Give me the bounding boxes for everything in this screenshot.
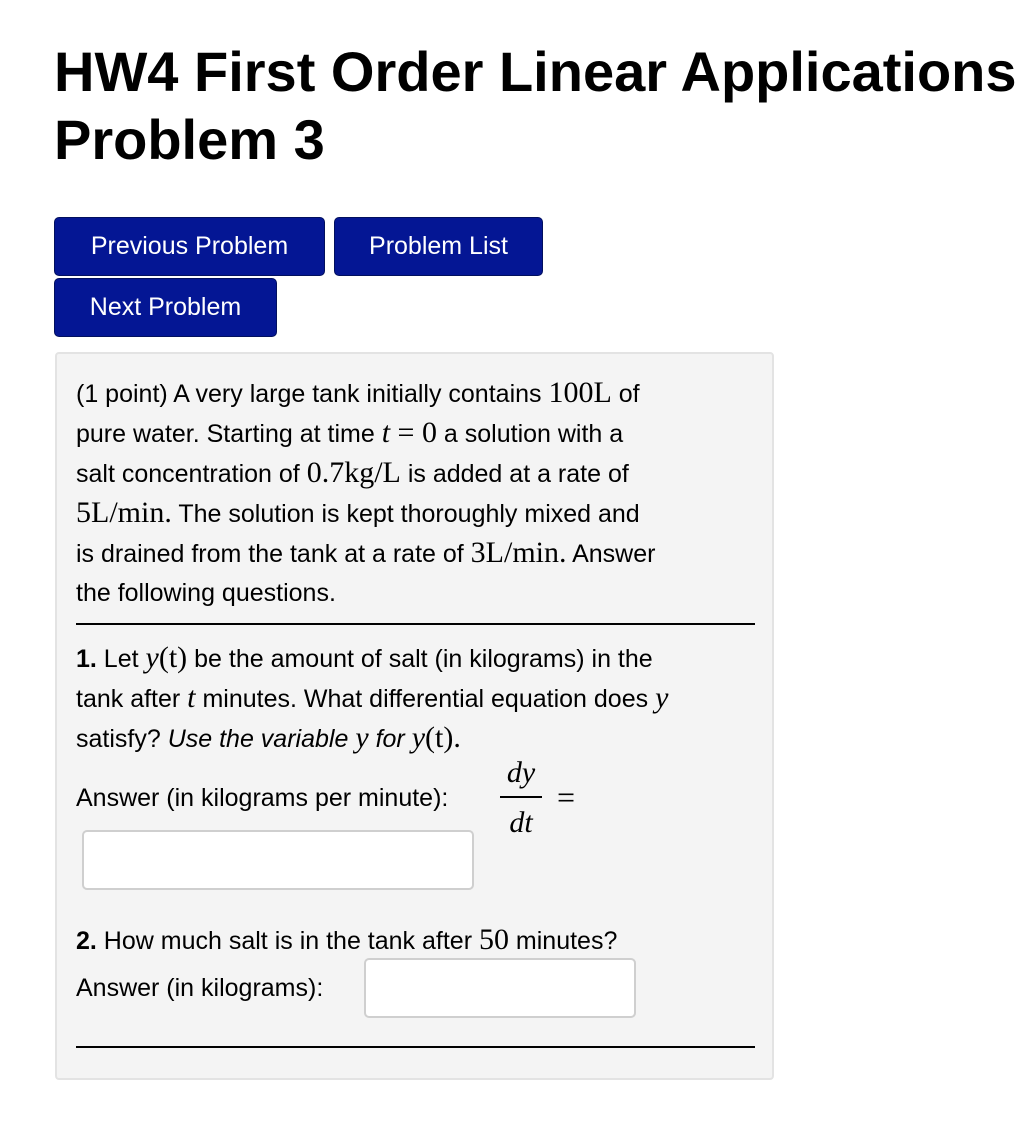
- fraction-bar: [500, 796, 542, 798]
- q1-line-3: satisfy? Use the variable y for y(t).: [76, 721, 461, 754]
- next-problem-button[interactable]: Next Problem: [54, 278, 277, 337]
- intro-line-6: the following questions.: [76, 579, 336, 607]
- q2-line-1: 2. How much salt is in the tank after 50 minutes?: [76, 923, 618, 956]
- previous-problem-button[interactable]: Previous Problem: [54, 217, 325, 276]
- time-var-math: t: [381, 416, 391, 449]
- q1-number: 1.: [76, 645, 97, 673]
- intro-line-4: 5L/min. The solution is kept thoroughly mixed and: [76, 496, 640, 529]
- fraction-denominator: dt: [509, 806, 533, 839]
- q2-answer-label: Answer (in kilograms):: [76, 974, 324, 1002]
- intro-line-2: pure water. Starting at time t = 0 a solution with a: [76, 416, 624, 449]
- volume-math: 100L: [548, 376, 612, 409]
- fraction-numerator: dy: [506, 756, 536, 789]
- page-title-line-1: HW4 First Order Linear Applications: [54, 40, 1017, 103]
- answer-1-input[interactable]: [82, 830, 474, 890]
- page-title-line-2: Problem 3: [54, 108, 325, 171]
- page-title: [54, 38, 1017, 174]
- rate-in-math: 5L/min.: [76, 496, 172, 529]
- bottom-divider: [76, 1046, 755, 1048]
- concentration-math: 0.7kg/L: [306, 456, 401, 489]
- q1-line-1: 1. Let y(t) be the amount of salt (in kilograms) in the: [76, 641, 653, 674]
- problem-panel: [55, 352, 774, 1080]
- equals-sign: =: [557, 779, 576, 815]
- rate-out-math: 3L/min.: [470, 536, 567, 569]
- answer-2-input[interactable]: [364, 958, 636, 1018]
- intro-line-3: salt concentration of 0.7kg/L is added at a rate of: [76, 456, 629, 489]
- problem-list-button[interactable]: Problem List: [334, 217, 543, 276]
- q1-hint: Use the variable y for y(t).: [167, 721, 461, 754]
- q2-number: 2.: [76, 927, 97, 955]
- minutes-math: 50: [478, 923, 509, 956]
- section-divider: [76, 623, 755, 625]
- dy-dt-fraction: [498, 754, 544, 842]
- intro-line-5: is drained from the tank at a rate of 3L/min. Answer: [76, 536, 656, 569]
- q1-line-2: tank after t minutes. What differential equation does y: [76, 681, 669, 714]
- intro-line-1: (1 point) A very large tank initially contains 100L of: [76, 376, 640, 409]
- q1-answer-label: Answer (in kilograms per minute):: [76, 784, 449, 812]
